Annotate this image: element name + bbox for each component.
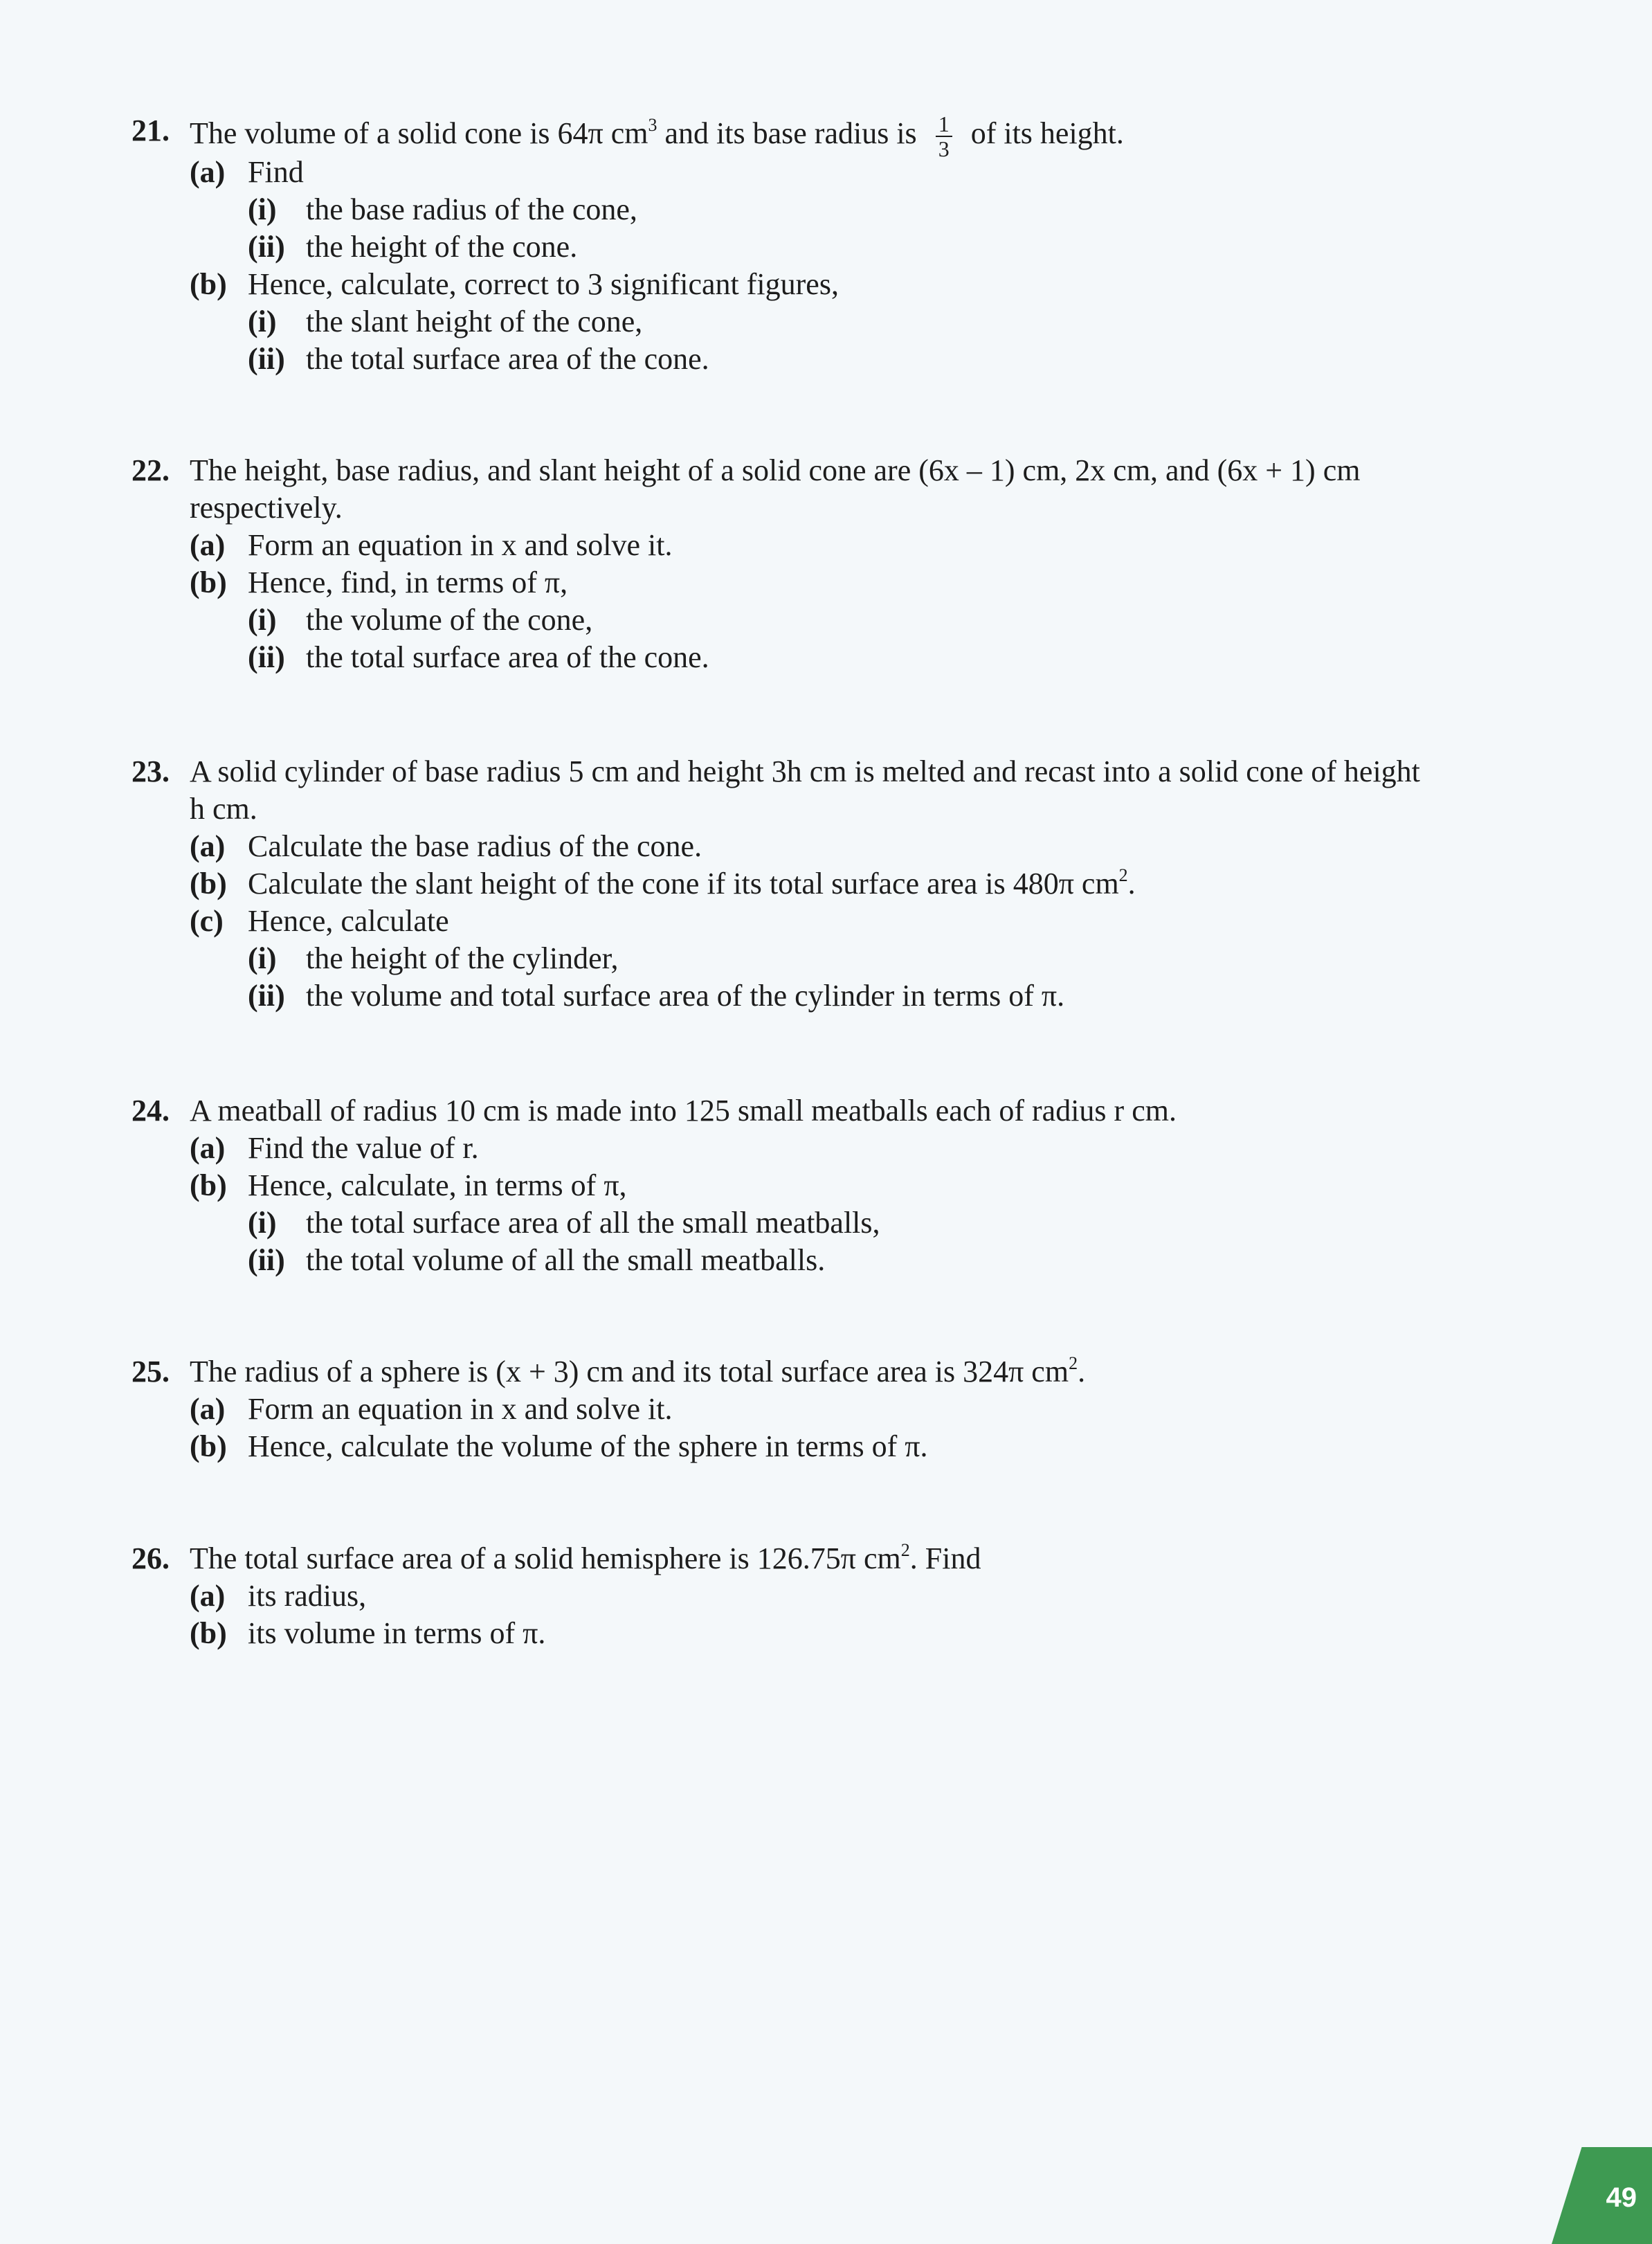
part-c: (c) Hence, calculate (190, 904, 449, 938)
question-number: 22. (131, 453, 170, 487)
sub-i: (i) the total surface area of all the small meatballs, (248, 1206, 880, 1240)
question-number: 23. (131, 754, 170, 788)
fraction: $\frac{1}{3}$ (936, 112, 952, 161)
question-26 (131, 1540, 1543, 1652)
question-22: 22. The height, base radius, and slant height of a solid cone are (6x – 1) cm, 2x cm, and (6x + 1) cm respectively. (a) Form an equation in x and solve it. (b) Hence, find, in terms of π, (i) the volume of the cone, (ii) the total surface area of the cone. (131, 452, 1543, 676)
question-stem: A solid cylinder of base radius 5 cm and height 3h cm is melted and recast into a solid cone of height (190, 754, 1420, 788)
sub-ii: (ii) the volume and total surface area of the cylinder in terms of π. (248, 979, 1065, 1013)
question-stem: A meatball of radius 10 cm is made into 125 small meatballs each of radius r cm. (190, 1094, 1177, 1128)
part-a: (a) Find the value of r. (190, 1131, 479, 1165)
sub-i: (i) the height of the cylinder, (248, 941, 619, 975)
question-25 (131, 1353, 1543, 1465)
part-b: (b) Hence, calculate, in terms of π, (190, 1168, 627, 1202)
page-tab-shape (1552, 2147, 1652, 2244)
sub-ii: (ii) the total surface area of the cone. (248, 640, 709, 674)
question-stem: The volume of a solid cone is 64π $cm^3$ and its base radius is $\frac{1}{3}$ of its height. (190, 111, 1124, 161)
question-stem: The radius of a sphere is (x + 3) cm and its total surface area is 324π $cm^2$. (190, 1353, 1086, 1388)
question-stem: The total surface area of a solid hemisphere is 126.75π $cm^2$. Find (190, 1540, 981, 1575)
question-number: 24. (131, 1094, 170, 1128)
question-number: 26. (131, 1541, 170, 1575)
part-b: (b) Hence, find, in terms of π, (190, 565, 568, 599)
sub-ii: (ii) the total volume of all the small meatballs. (248, 1243, 826, 1277)
part-a: (a) Find (190, 155, 304, 189)
sub-ii: (ii) the total surface area of the cone. (248, 342, 709, 376)
sub-i: (i) the volume of the cone, (248, 603, 593, 637)
part-a: (a) its radius, (190, 1579, 367, 1613)
question-24 (131, 1092, 1543, 1279)
part-b: (b) Calculate the slant height of the cone if its total surface area is 480π $cm^2$. (190, 865, 1136, 901)
question-number: 21. (131, 114, 170, 147)
part-a: (a) Form an equation in x and solve it. (190, 1392, 673, 1426)
page-number-tab (1541, 2147, 1652, 2244)
part-b: (b) Hence, calculate the volume of the sphere in terms of π. (190, 1429, 928, 1463)
part-a: (a) Form an equation in x and solve it. (190, 528, 673, 562)
question-23: 23. A solid cylinder of base radius 5 cm and height 3h cm is melted and recast into a solid cone of height h cm. (a) Calculate the base radius of the cone. (b) Calculate the slant height of the cone if its total surface area is 480π $cm^2$. (c) Hence, calculate (i) the height of the cylinder, (ii) the volume and total surface area of the cylinder in terms of π. (131, 753, 1543, 1015)
page-number: 49 (1606, 2182, 1637, 2213)
sub-i: (i) the base radius of the cone, (248, 192, 637, 226)
part-a: (a) Calculate the base radius of the cone. (190, 829, 702, 863)
question-stem: The height, base radius, and slant height of a solid cone are (6x – 1) cm, 2x cm, and (6x + 1) cm (190, 453, 1361, 487)
question-number: 25. (131, 1355, 170, 1388)
part-b: (b) Hence, calculate, correct to 3 significant figures, (190, 267, 839, 301)
sub-ii: (ii) the height of the cone. (248, 230, 578, 264)
sub-i: (i) the slant height of the cone, (248, 305, 643, 338)
part-b: (b) its volume in terms of π. (190, 1616, 546, 1650)
question-21 (131, 112, 1543, 378)
